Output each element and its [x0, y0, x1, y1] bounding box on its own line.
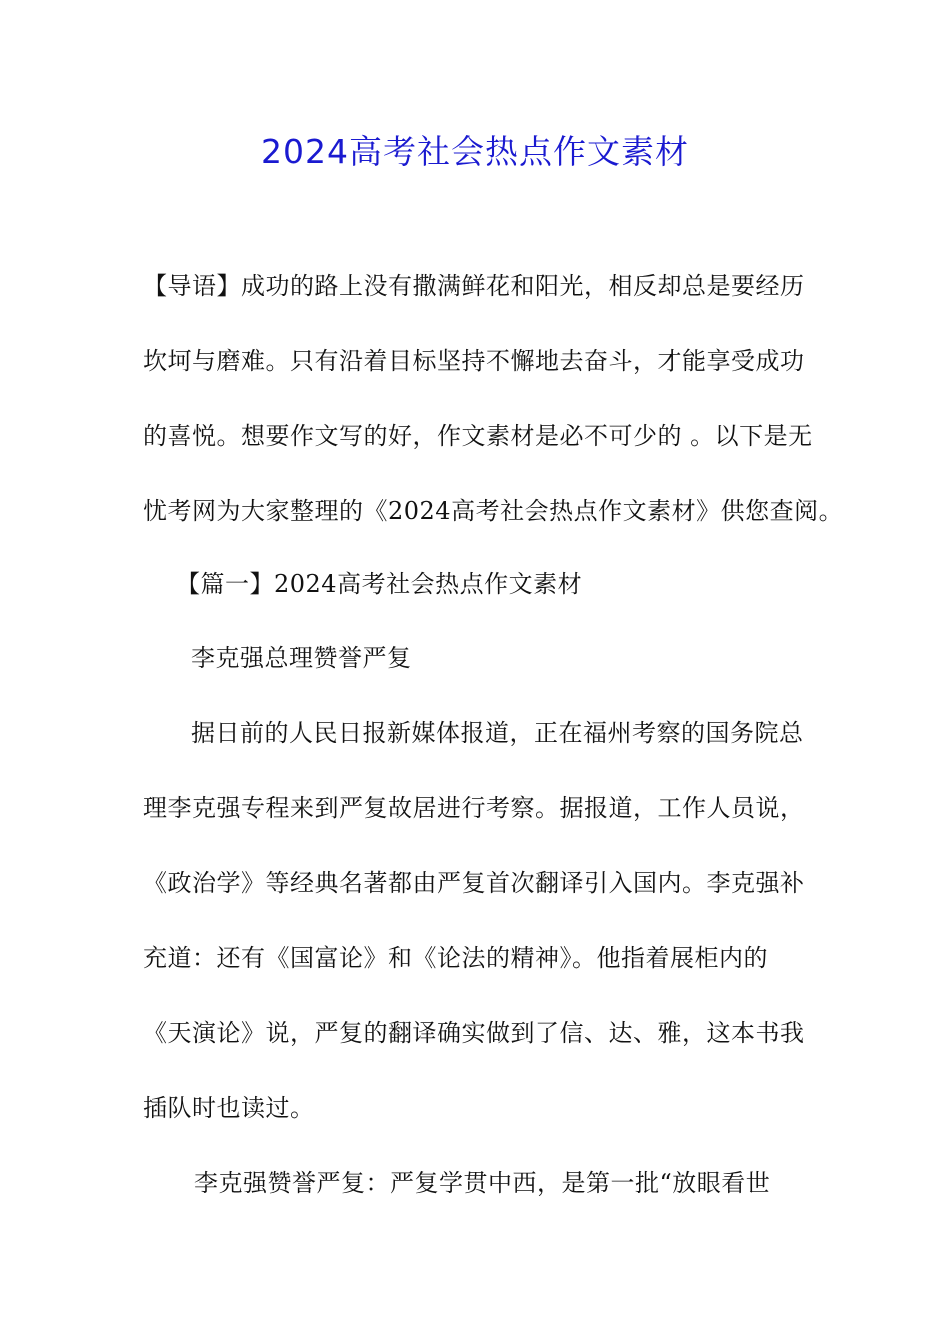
paragraph-line: 插队时也读过。 [143, 1094, 315, 1122]
paragraph-line: 【导语】成功的路上没有撒满鲜花和阳光，相反却总是要经历 [143, 272, 805, 300]
paragraph-line: 充道：还有《国富论》和《论法的精神》。他指着展柜内的 [143, 944, 768, 972]
paragraph-line: 李克强赞誉严复：严复学贯中西，是第一批“放眼看世 [194, 1169, 771, 1197]
paragraph-line: 坎坷与磨难。只有沿着目标坚持不懈地去奋斗，才能享受成功 [143, 347, 805, 375]
paragraph-line: 《天演论》说，严复的翻译确实做到了信、达、雅，这本书我 [143, 1019, 805, 1047]
document-title: 2024高考社会热点作文素材 [261, 132, 689, 171]
paragraph-line: 理李克强专程来到严复故居进行考察。据报道，工作人员说， [143, 794, 805, 822]
article-headline: 李克强总理赞誉严复 [191, 644, 412, 672]
paragraph-line: 忧考网为大家整理的《2024高考社会热点作文素材》供您查阅。 [143, 497, 844, 525]
paragraph-line: 《政治学》等经典名著都由严复首次翻译引入国内。李克强补 [143, 869, 805, 897]
paragraph-line: 的喜悦。想要作文写的好，作文素材是必不可少的 。以下是无 [143, 422, 813, 450]
section-heading: 【篇一】2024高考社会热点作文素材 [176, 570, 583, 598]
paragraph-line: 据日前的人民日报新媒体报道，正在福州考察的国务院总 [191, 719, 804, 747]
